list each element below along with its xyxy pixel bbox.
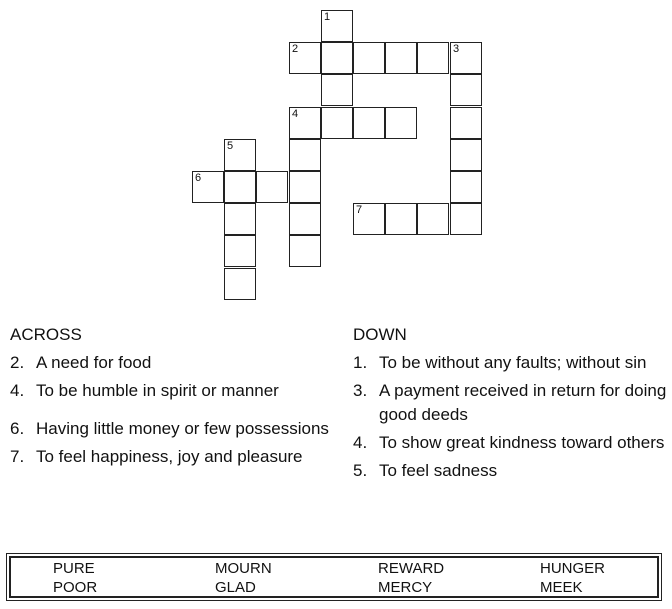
cell-number: 3 bbox=[453, 43, 460, 55]
clue-number: 6. bbox=[10, 419, 25, 438]
clue-number: 3. bbox=[353, 381, 368, 400]
grid-cell[interactable] bbox=[224, 203, 256, 235]
word-bank-word: HUNGER bbox=[540, 560, 606, 577]
grid-cell[interactable] bbox=[289, 107, 321, 139]
clue-text: To feel sadness bbox=[379, 461, 498, 480]
cell-number: 1 bbox=[324, 11, 331, 23]
word-bank-word: MERCY bbox=[378, 579, 433, 596]
clue-number: 7. bbox=[10, 447, 25, 466]
cell-number: 2 bbox=[292, 43, 299, 55]
clue-across-7 bbox=[10, 445, 335, 469]
grid-cell[interactable] bbox=[450, 42, 482, 74]
grid-cell[interactable] bbox=[417, 42, 449, 74]
clue-down-3 bbox=[353, 379, 669, 427]
grid-cell[interactable] bbox=[450, 139, 482, 171]
grid-cell[interactable] bbox=[353, 107, 385, 139]
word-bank-word: POOR bbox=[53, 579, 98, 596]
word-bank-word: PURE bbox=[53, 560, 95, 577]
grid-cell[interactable] bbox=[224, 139, 256, 171]
clue-number: 5. bbox=[353, 461, 368, 480]
clue-across-6 bbox=[10, 417, 335, 441]
cell-number: 5 bbox=[227, 140, 234, 152]
clue-number: 2. bbox=[10, 353, 25, 372]
clue-text: To be humble in spirit or manner bbox=[36, 381, 279, 400]
grid-cell[interactable] bbox=[385, 203, 417, 235]
clue-text: A payment received in return for doing good deeds bbox=[379, 381, 667, 424]
grid-cell[interactable] bbox=[321, 74, 353, 106]
grid-cell[interactable] bbox=[289, 139, 321, 171]
word-bank-word: GLAD bbox=[215, 579, 256, 596]
grid-cell[interactable] bbox=[450, 171, 482, 203]
grid-cell[interactable] bbox=[224, 268, 256, 300]
grid-cell[interactable] bbox=[450, 107, 482, 139]
grid-cell[interactable] bbox=[321, 107, 353, 139]
grid-cell[interactable] bbox=[417, 203, 449, 235]
grid-cell[interactable] bbox=[450, 203, 482, 235]
word-bank-word: MEEK bbox=[540, 579, 583, 596]
cell-number: 7 bbox=[356, 204, 363, 216]
down-heading: DOWN bbox=[353, 325, 407, 344]
clue-across-4 bbox=[10, 379, 335, 403]
grid-cell[interactable] bbox=[289, 171, 321, 203]
grid-cell[interactable] bbox=[224, 235, 256, 267]
grid-cell[interactable] bbox=[385, 107, 417, 139]
grid-cell[interactable] bbox=[321, 42, 353, 74]
grid-cell[interactable] bbox=[192, 171, 224, 203]
clue-number: 4. bbox=[10, 381, 25, 400]
grid-cell[interactable] bbox=[289, 235, 321, 267]
cell-number: 4 bbox=[292, 108, 299, 120]
clue-down-4 bbox=[353, 431, 669, 455]
grid-cell[interactable] bbox=[256, 171, 288, 203]
clue-number: 4. bbox=[353, 433, 368, 452]
grid-cell[interactable] bbox=[450, 74, 482, 106]
across-clues bbox=[10, 323, 335, 473]
across-heading: ACROSS bbox=[10, 325, 82, 344]
clue-across-2 bbox=[10, 351, 335, 375]
word-bank-word: MOURN bbox=[215, 560, 272, 577]
clue-text: Having little money or few possessions bbox=[36, 419, 329, 438]
down-clues bbox=[353, 323, 669, 487]
grid-cell[interactable] bbox=[289, 42, 321, 74]
clue-down-1 bbox=[353, 351, 669, 375]
clue-down-5 bbox=[353, 459, 669, 483]
clue-text: To show great kindness toward others bbox=[379, 433, 665, 452]
clue-text: A need for food bbox=[36, 353, 152, 372]
grid-cell[interactable] bbox=[321, 10, 353, 42]
word-bank bbox=[9, 556, 659, 598]
word-bank-word: REWARD bbox=[378, 560, 445, 577]
clue-text: To feel happiness, joy and pleasure bbox=[36, 447, 303, 466]
clue-text: To be without any faults; without sin bbox=[379, 353, 647, 372]
cell-number: 6 bbox=[195, 172, 202, 184]
grid-cell[interactable] bbox=[353, 42, 385, 74]
grid-cell[interactable] bbox=[224, 171, 256, 203]
grid-cell[interactable] bbox=[353, 203, 385, 235]
grid-cell[interactable] bbox=[385, 42, 417, 74]
grid-cell[interactable] bbox=[289, 203, 321, 235]
clue-number: 1. bbox=[353, 353, 368, 372]
